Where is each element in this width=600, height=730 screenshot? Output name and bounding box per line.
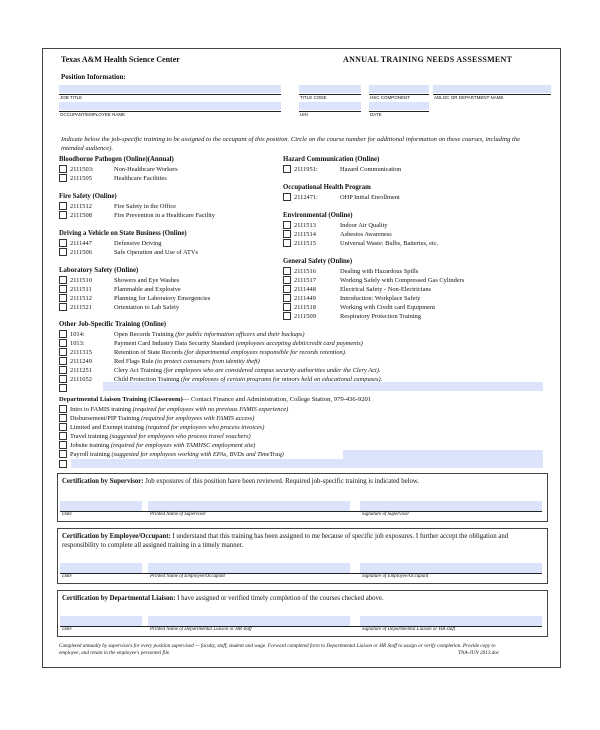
- checkbox[interactable]: [283, 230, 291, 238]
- title-code-field[interactable]: [299, 85, 361, 93]
- course-2111249[interactable]: 2111249 Red Flags Rule (to protect consumers from identity theft): [59, 357, 260, 365]
- job-title-field[interactable]: [59, 85, 281, 93]
- liaison-cert-text: Certification by Departmental Liaison: I have assigned or verified timely completion of the courses checked above.: [62, 595, 384, 602]
- checkbox[interactable]: [59, 450, 67, 458]
- printed-name-label: Printed Name of Employee/Occupant: [150, 574, 225, 579]
- course-2111521[interactable]: 2111521 Orientation to Lab Safety: [59, 303, 179, 311]
- date-field[interactable]: [369, 102, 429, 110]
- checkbox[interactable]: [59, 211, 67, 219]
- hsc-component-field[interactable]: [369, 85, 429, 93]
- employee-name-field[interactable]: [148, 563, 350, 573]
- course-2111512[interactable]: 2111512 Fire Safety in the Office: [59, 202, 176, 210]
- uin-field[interactable]: [299, 102, 361, 110]
- course-2111511[interactable]: 2111511 Flammable and Explosive: [59, 285, 181, 293]
- org-name: Texas A&M Health Science Center: [61, 55, 180, 64]
- checkbox[interactable]: [283, 267, 291, 275]
- position-info-heading: Position Information:: [61, 73, 126, 81]
- famis-intro-training[interactable]: Intro to FAMIS training (required for employees with no previous FAMIS experience): [59, 405, 288, 413]
- checkbox[interactable]: [59, 432, 67, 440]
- driving-title: Driving a Vehicle on State Business (Online): [59, 230, 187, 237]
- divider: [60, 626, 542, 627]
- checkbox[interactable]: [59, 366, 67, 374]
- other-course-field[interactable]: [103, 382, 543, 391]
- liaison-blank[interactable]: [59, 460, 70, 468]
- disbursement-training[interactable]: Disbursement/PIP Training (required for employees with FAMIS access): [59, 414, 254, 422]
- hazcom-title: Hazard Communication (Online): [283, 156, 380, 163]
- checkbox[interactable]: [59, 239, 67, 247]
- title-code-label: TITLE CODE: [300, 95, 327, 100]
- course-2111447[interactable]: 2111447 Defensive Driving: [59, 239, 161, 247]
- checkbox[interactable]: [59, 414, 67, 422]
- instructions: Indicate below the job-specific training to be assigned to the occupant of this position. Circle on the course number for additional information on these courses, including the intended audience).: [61, 136, 521, 152]
- course-1014[interactable]: 1014: Open Records Training (for public information officers and their backups): [59, 330, 305, 338]
- hsc-component-label: HSC COMPONENT: [370, 95, 411, 100]
- environmental-title: Environmental (Online): [283, 212, 353, 219]
- checkbox[interactable]: [283, 221, 291, 229]
- checkbox[interactable]: [283, 312, 291, 320]
- travel-training[interactable]: Travel training (suggested for employees who process travel vouchers): [59, 432, 251, 440]
- form-code: TNA-JUN 2013.doc: [458, 650, 500, 656]
- bbp-title: Bloodborne Pathogen (Online)(Annual): [59, 156, 174, 163]
- signature-label: Signature of Supervisor: [362, 512, 410, 517]
- printed-name-label: Printed Name of Supervisor: [150, 512, 206, 517]
- checkbox[interactable]: [59, 294, 67, 302]
- liaison-date-field[interactable]: [60, 616, 142, 626]
- employee-name-label: OCCUPANT/EMPLOYEE NAME: [60, 112, 126, 117]
- course-2111512-lab[interactable]: 2111512 Planning for Laboratory Emergencies: [59, 294, 210, 302]
- divider: [60, 511, 542, 512]
- jobsite-training[interactable]: Jobsite training (required for employees with TAMHSC employment site): [59, 441, 255, 449]
- supervisor-date-field[interactable]: [60, 501, 142, 511]
- supervisor-signature-field[interactable]: [360, 501, 542, 511]
- checkbox[interactable]: [283, 294, 291, 302]
- printed-name-label: Printed Name of Departmental Liaison or HR staff: [150, 627, 252, 632]
- checkbox[interactable]: [59, 423, 67, 431]
- checkbox[interactable]: [283, 285, 291, 293]
- date-label: Date: [62, 627, 72, 632]
- course-2111951[interactable]: 2111951: Hazard Communication: [283, 165, 401, 173]
- checkbox[interactable]: [59, 330, 67, 338]
- fire-safety-title: Fire Safety (Online): [59, 193, 117, 200]
- footer-note: Completed annually by supervisors for every position supervised — faculty, staff, student and wage. Forward completed form to Departmental Liaison or HR Staff to assign or verify completion. Provide copy to employee, and retain in the employee's personnel file.: [59, 643, 496, 656]
- course-2111517[interactable]: 2111517 Working Safely with Compressed Gas Cylinders: [283, 276, 464, 284]
- course-2112471[interactable]: 2112471: OHP Initial Enrollment: [283, 193, 400, 201]
- divider: [299, 111, 361, 112]
- date-label: Date: [62, 574, 72, 579]
- signature-label: Signature of Departmental Liaison or HR staff: [362, 627, 456, 632]
- supervisor-certification: [57, 473, 548, 522]
- limited-exempt-training[interactable]: Limited and Exempt training (required for employees who process invoices): [59, 423, 264, 431]
- checkbox[interactable]: [59, 174, 67, 182]
- employee-name-field[interactable]: [59, 102, 281, 110]
- checkbox[interactable]: [283, 303, 291, 311]
- payroll-training[interactable]: Payroll training (suggested for employees working with EPAs, BVDs and TimeTraq): [59, 450, 284, 458]
- course-2111510[interactable]: 2111510 Showers and Eye Washes: [59, 276, 179, 284]
- checkbox[interactable]: [59, 202, 67, 210]
- course-2111516[interactable]: 2111516 Dealing with Hazardous Spills: [283, 267, 418, 275]
- checkbox[interactable]: [59, 441, 67, 449]
- payroll-extra-field[interactable]: [343, 450, 543, 459]
- employee-signature-field[interactable]: [360, 563, 542, 573]
- lab-safety-title: Laboratory Safety (Online): [59, 267, 139, 274]
- checkbox[interactable]: [59, 248, 67, 256]
- course-2111513[interactable]: 2111513 Indoor Air Quality: [283, 221, 388, 229]
- liaison-name-field[interactable]: [148, 616, 350, 626]
- checkbox[interactable]: [59, 165, 67, 173]
- course-2111506[interactable]: 2111506 Safe Operation and Use of ATVs: [59, 248, 198, 256]
- job-title-label: JOB TITLE: [60, 95, 83, 100]
- checkbox[interactable]: [283, 193, 291, 201]
- course-2111449[interactable]: 2111449 Introduction: Workplace Safety: [283, 294, 420, 302]
- checkbox[interactable]: [283, 165, 291, 173]
- course-2111251[interactable]: 2111251 Clery Act Training (for employees who are considered campus security authorities under the Clery Act).: [59, 366, 381, 374]
- form-page: [42, 48, 561, 668]
- checkbox[interactable]: [59, 339, 67, 347]
- course-2111652[interactable]: 2111652 Child Protection Training (for employees of certain programs for minors held on educational campuses).: [59, 375, 382, 383]
- checkbox[interactable]: [59, 405, 67, 413]
- liaison-signature-field[interactable]: [360, 616, 542, 626]
- course-2111448[interactable]: 2111448 Electrical Safety - Non-Electricians: [283, 285, 431, 293]
- signature-label: Signature of Employee/Occupant: [362, 574, 429, 579]
- course-2111503[interactable]: 2111503: Non-Healthcare Workers: [59, 165, 178, 173]
- general-safety-title: General Safety (Online): [283, 258, 353, 265]
- checkbox[interactable]: [59, 276, 67, 284]
- checkbox[interactable]: [59, 348, 67, 356]
- ohp-title: Occupational Health Program: [283, 184, 371, 191]
- supervisor-cert-text: Certification by Supervisor: Job exposures of this position have been reviewed. Required job-specific training is indicated below.: [62, 478, 420, 485]
- course-2111315[interactable]: 2111315 Retention of State Records (for departmental employees responsible for records retention).: [59, 348, 346, 356]
- course-2111505[interactable]: 2111505 Healthcare Facilities: [59, 174, 167, 182]
- divider: [59, 94, 281, 95]
- course-blank[interactable]: [59, 384, 70, 392]
- divider: [60, 573, 542, 574]
- course-2111508[interactable]: 2111508 Fire Prevention in a Healthcare Facility: [59, 211, 215, 219]
- checkbox[interactable]: [59, 460, 67, 468]
- date-label: DATE: [370, 112, 382, 117]
- course-1013[interactable]: 1013: Payment Card Industry Data Security Standard (employees accepting debit/credit card payments): [59, 339, 363, 347]
- checkbox[interactable]: [59, 375, 67, 383]
- course-2111509[interactable]: 2111509 Respiratory Protection Training: [283, 312, 421, 320]
- liaison-other-field[interactable]: [71, 459, 543, 468]
- course-2111514[interactable]: 2111514 Asbestos Awareness: [283, 230, 392, 238]
- employee-cert-text: Certification by Employee/Occupant: I understand that this training has been assigned to me because of specific job exposures. I further accept the obligation and responsibility to complete all assigned training in a timely manner.: [62, 533, 509, 549]
- supervisor-name-field[interactable]: [148, 501, 350, 511]
- checkbox[interactable]: [283, 276, 291, 284]
- checkbox[interactable]: [59, 285, 67, 293]
- course-2111515[interactable]: 2111515 Universal Waste: Bulbs, Batteries, etc.: [283, 239, 438, 247]
- adloc-label: ADLOC OR DEPARTMENT NAME: [434, 95, 504, 100]
- other-training-title: Other Job-Specific Training (Online): [59, 321, 167, 328]
- course-2111518[interactable]: 2111518 Working with Credit card Equipment: [283, 303, 435, 311]
- employee-date-field[interactable]: [60, 563, 142, 573]
- date-label: Date: [62, 512, 72, 517]
- adloc-field[interactable]: [433, 85, 551, 93]
- liaison-heading: Departmental Liaison Training (Classroom) — Contact Finance and Administration, College Station, 979-436-9201: [59, 396, 372, 403]
- employee-certification: [57, 528, 548, 584]
- uin-label: UIN: [300, 112, 308, 117]
- liaison-certification: [57, 590, 548, 637]
- checkbox[interactable]: [283, 239, 291, 247]
- checkbox[interactable]: [59, 384, 67, 392]
- checkbox[interactable]: [59, 303, 67, 311]
- form-title: ANNUAL TRAINING NEEDS ASSESSMENT: [343, 55, 513, 64]
- checkbox[interactable]: [59, 357, 67, 365]
